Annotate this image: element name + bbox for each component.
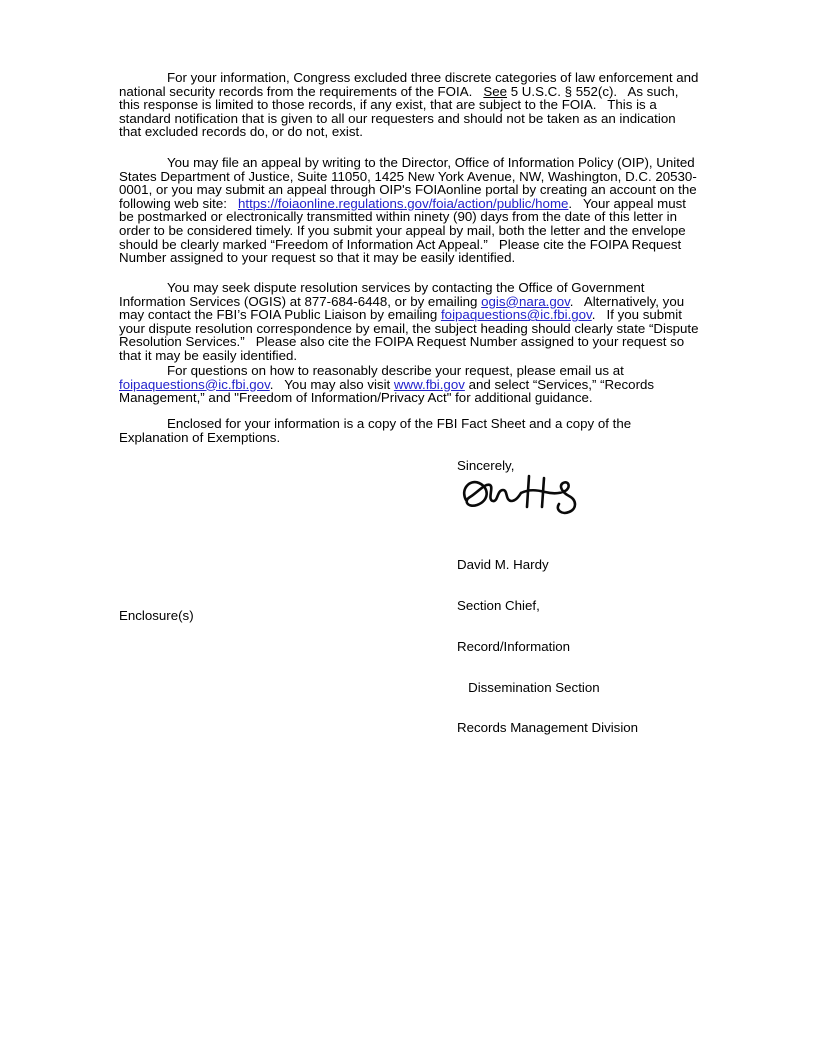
foipaquestions-email-link[interactable]: foipaquestions@ic.fbi.gov — [119, 376, 270, 392]
text-run: For questions on how to reasonably describe your request, please email us at — [167, 363, 628, 378]
text-run: . Alternatively, you may contact the FBI’s FOIA Public Liaison by emailing — [119, 293, 688, 323]
text-run: . You may also visit — [269, 376, 394, 392]
enclosure-notation: Enclosure(s) — [119, 608, 194, 623]
signer-name: David M. Hardy — [457, 557, 549, 573]
paragraph-dispute-resolution — [119, 280, 703, 363]
ogis-email-link[interactable]: ogis@nara.gov — [481, 293, 570, 309]
paragraph-appeal — [119, 156, 699, 265]
signer-title-line-3: Dissemination Section — [457, 679, 600, 695]
text-run: You may seek dispute resolution services by contacting the Office of Government Information Services (OGIS) at 877-684-6448, or by emailing — [119, 280, 649, 309]
signature-scrawl — [450, 470, 595, 522]
text-run: You may file an appeal by writing to the Director, Office of Information Policy (OIP), United States Department of Justice, Suite 11050, 1425 New York Avenue, NW, Washington, D.C. 20530-0001, or you may submit an appeal through OIP's FOIAonline portal by creating an account on the following web site: — [119, 155, 701, 211]
paragraph-exclusions — [119, 70, 703, 140]
paragraph-questions — [119, 364, 699, 405]
text-run: See — [483, 83, 508, 99]
signature-image — [450, 470, 595, 522]
text-run: 5 U.S.C. § 552(c). As such, this response is limited to those records, if any exist, that are subject to the FOIA. This is a standard notification that is given to all our requesters and should not be taken as an indication that excluded records do, or do not, exist. — [119, 83, 683, 140]
signature-block — [457, 531, 638, 762]
salutation: Sincerely, — [457, 458, 515, 473]
fbi-website-link[interactable]: www.fbi.gov — [393, 376, 465, 392]
foia-liaison-email-link[interactable]: foipaquestions@ic.fbi.gov — [440, 307, 592, 323]
text-run: and select “Services,” “Records Management,” and "Freedom of Information/Privacy Act" for additional guidance. — [119, 376, 658, 406]
signer-title-line-1: Section Chief, — [457, 597, 540, 613]
signer-title-line-2: Record/Information — [457, 638, 571, 654]
signer-title-line-4: Records Management Division — [457, 720, 639, 736]
text-run: For your information, Congress excluded three discrete categories of law enforcement and national security records from the requirements of the FOIA. — [119, 70, 703, 99]
text-run: . Your appeal must be postmarked or electronically transmitted within ninety (90) days from the date of this letter in order to be considered timely. If you submit your appeal by mail, both the letter and the envelope should be clearly marked “Freedom of Information Act Appeal.” Please cite the FOIPA Request Number assigned to your request so that it may be easily identified. — [119, 195, 690, 266]
foiaonline-portal-link[interactable]: https://foiaonline.regulations.gov/foia/action/public/home — [238, 195, 569, 211]
paragraph-enclosures — [119, 417, 699, 444]
text-run: . If you submit your dispute resolution correspondence by email, the subject heading should clearly state “Dispute Resolution Services.” Please also cite the FOIPA Request Number assigned to your request so that it may be easily identified. — [119, 307, 703, 363]
text-run: Enclosed for your information is a copy of the FBI Fact Sheet and a copy of the Explanation of Exemptions. — [119, 416, 635, 445]
